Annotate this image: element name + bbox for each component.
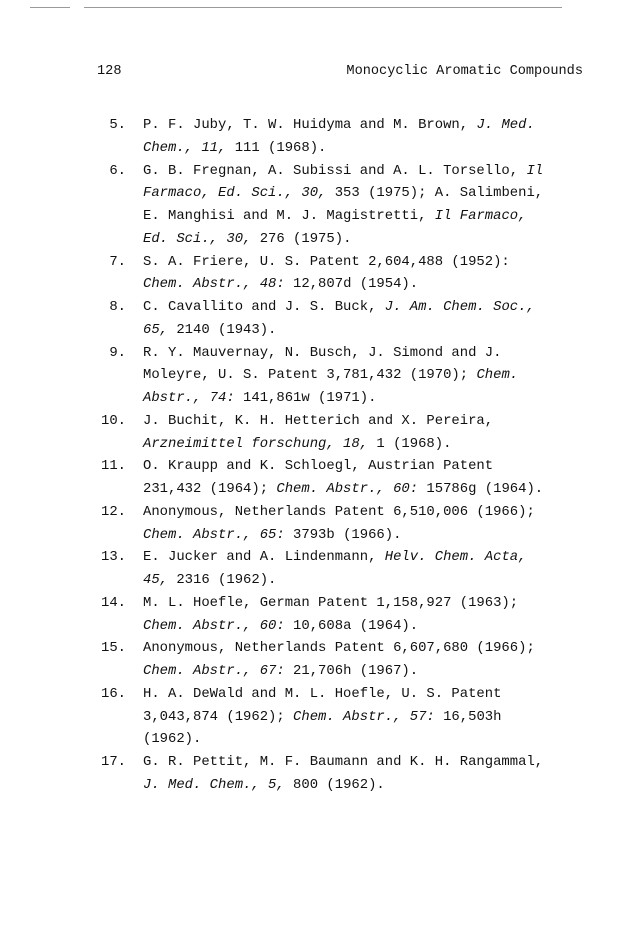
citation-source: Abstr., 74: [143, 390, 235, 406]
reference-line [143, 296, 597, 319]
citation-source: Chem. Abstr., 60: [143, 617, 285, 634]
reference-number: 16. [100, 685, 126, 702]
citation-source: Chem. [476, 367, 519, 384]
citation-source: J. Am. Chem. Soc., [384, 299, 535, 315]
citation-segment: Anonymous, Netherlands Patent 6,510,006 (1966); [143, 503, 535, 520]
reference-line [143, 615, 597, 638]
citation-source: Chem. Abstr., 67: [143, 663, 285, 679]
reference-line [143, 319, 597, 342]
citation-source: Il [526, 162, 544, 179]
citation-segment: S. A. Friere, U. S. Patent 2,604,488 (1952): [143, 253, 510, 270]
citation-source: Ed. Sci., 30, [143, 230, 252, 247]
running-title: Monocyclic Aromatic Compounds [346, 64, 583, 79]
reference-item [97, 592, 597, 638]
reference-line [143, 501, 597, 524]
reference-line [143, 251, 597, 274]
reference-line [143, 273, 597, 296]
reference-item [97, 683, 597, 751]
reference-number: 10. [100, 412, 126, 429]
scan-artifact-line [30, 7, 70, 8]
citation-segment: 353 (1975); A. Salimbeni, [326, 185, 544, 202]
citation-segment: 276 (1975). [251, 230, 352, 247]
reference-line [143, 205, 597, 228]
reference-text [143, 296, 597, 342]
reference-text [143, 114, 597, 160]
reference-number: 6. [109, 162, 126, 179]
reference-line [143, 524, 597, 547]
reference-number: 14. [100, 594, 126, 611]
reference-item [97, 501, 597, 547]
reference-line [143, 228, 597, 251]
reference-item [97, 114, 597, 160]
reference-text [143, 160, 597, 251]
citation-segment: 3,043,874 (1962); [143, 708, 294, 725]
citation-segment: E. Manghisi and M. J. Magistretti, [143, 208, 435, 224]
citation-source: Chem. Abstr., 57: [293, 708, 435, 725]
reference-line [143, 410, 597, 433]
citation-segment: G. B. Fregnan, A. Subissi and A. L. Torsello, [143, 162, 527, 179]
citation-segment: M. L. Hoefle, German Patent 1,158,927 (1963); [143, 594, 519, 611]
citation-segment: 3793b (1966). [284, 526, 402, 543]
citation-segment: J. Buchit, K. H. Hetterich and X. Pereira, [143, 412, 494, 429]
citation-source: J. Med. [476, 117, 535, 133]
citation-source: 65, [143, 321, 169, 338]
reference-line [143, 751, 597, 774]
reference-line [143, 478, 597, 501]
citation-source: Il Farmaco, [434, 208, 527, 224]
reference-line [143, 637, 597, 660]
citation-segment: 231,432 (1964); [143, 481, 277, 497]
reference-line [143, 114, 597, 137]
citation-source: Farmaco, Ed. Sci., 30, [143, 185, 327, 202]
reference-number: 15. [100, 640, 126, 657]
reference-item [97, 546, 597, 592]
reference-text [143, 501, 597, 547]
reference-item [97, 342, 597, 410]
reference-line [143, 660, 597, 683]
citation-segment: 111 (1968). [226, 139, 327, 156]
reference-line [143, 160, 597, 183]
reference-line [143, 182, 597, 205]
reference-line [143, 342, 597, 365]
page-header [97, 64, 583, 84]
reference-line [143, 706, 597, 729]
citation-source: Chem. Abstr., 60: [276, 481, 419, 497]
reference-number: 11. [100, 458, 126, 475]
citation-source: Helv. Chem. Acta, [384, 549, 527, 566]
reference-item [97, 455, 597, 501]
citation-segment: 2140 (1943). [168, 321, 277, 338]
citation-segment: 2316 (1962). [168, 572, 277, 588]
reference-text [143, 683, 597, 751]
reference-line [143, 387, 597, 410]
citation-source: 45, [143, 572, 169, 588]
reference-text [143, 592, 597, 638]
citation-source: J. Med. Chem., 5, [143, 776, 285, 793]
reference-item [97, 751, 597, 797]
reference-number: 17. [100, 754, 126, 770]
reference-item [97, 160, 597, 251]
citation-source: Arzneimittel forschung, 18, [143, 435, 369, 452]
reference-number: 12. [100, 503, 126, 520]
citation-segment: 15786g (1964). [418, 481, 544, 497]
citation-source: Chem., 11, [143, 139, 227, 156]
citation-segment: 10,608a (1964). [284, 617, 419, 634]
citation-segment: 141,861w (1971). [234, 390, 377, 406]
reference-number: 7. [109, 253, 126, 270]
reference-item [97, 637, 597, 683]
citation-segment: G. R. Pettit, M. F. Baumann and K. H. Rangammal, [143, 754, 544, 770]
citation-segment: P. F. Juby, T. W. Huidyma and M. Brown, [143, 117, 477, 133]
reference-line [143, 683, 597, 706]
citation-source: Chem. Abstr., 65: [143, 526, 285, 543]
page-number: 128 [97, 64, 122, 79]
reference-line [143, 774, 597, 797]
reference-text [143, 751, 597, 797]
reference-line [143, 364, 597, 387]
reference-number: 13. [100, 549, 126, 566]
reference-item [97, 251, 597, 297]
citation-segment: 1 (1968). [368, 435, 452, 452]
citation-segment: R. Y. Mauvernay, N. Busch, J. Simond and J. [143, 344, 502, 361]
reference-text [143, 455, 597, 501]
reference-line [143, 546, 597, 569]
reference-item [97, 410, 597, 456]
citation-segment: 12,807d (1954). [284, 276, 419, 293]
citation-segment: Anonymous, Netherlands Patent 6,607,680 (1966); [143, 640, 535, 657]
reference-text [143, 637, 597, 683]
reference-line [143, 569, 597, 592]
citation-segment: C. Cavallito and J. S. Buck, [143, 299, 385, 315]
citation-source: Chem. Abstr., 48: [143, 276, 285, 293]
citation-segment: Moleyre, U. S. Patent 3,781,432 (1970); [143, 367, 477, 384]
reference-text [143, 410, 597, 456]
citation-segment: H. A. DeWald and M. L. Hoefle, U. S. Patent [143, 685, 502, 702]
scan-artifact-line [84, 7, 562, 8]
citation-segment: 800 (1962). [284, 776, 385, 793]
reference-number: 9. [109, 344, 126, 361]
reference-text [143, 342, 597, 410]
reference-text [143, 251, 597, 297]
citation-segment: (1962). [143, 731, 202, 748]
citation-segment: O. Kraupp and K. Schloegl, Austrian Patent [143, 458, 494, 475]
citation-segment: E. Jucker and A. Lindenmann, [143, 549, 385, 566]
reference-line [143, 592, 597, 615]
citation-segment: 16,503h [434, 708, 502, 725]
reference-line [143, 455, 597, 478]
reference-list [97, 114, 597, 797]
reference-item [97, 296, 597, 342]
reference-text [143, 546, 597, 592]
citation-segment: 21,706h (1967). [284, 663, 419, 679]
reference-line [143, 433, 597, 456]
reference-line [143, 728, 597, 751]
reference-number: 5. [109, 117, 126, 133]
reference-number: 8. [109, 299, 126, 315]
reference-line [143, 137, 597, 160]
